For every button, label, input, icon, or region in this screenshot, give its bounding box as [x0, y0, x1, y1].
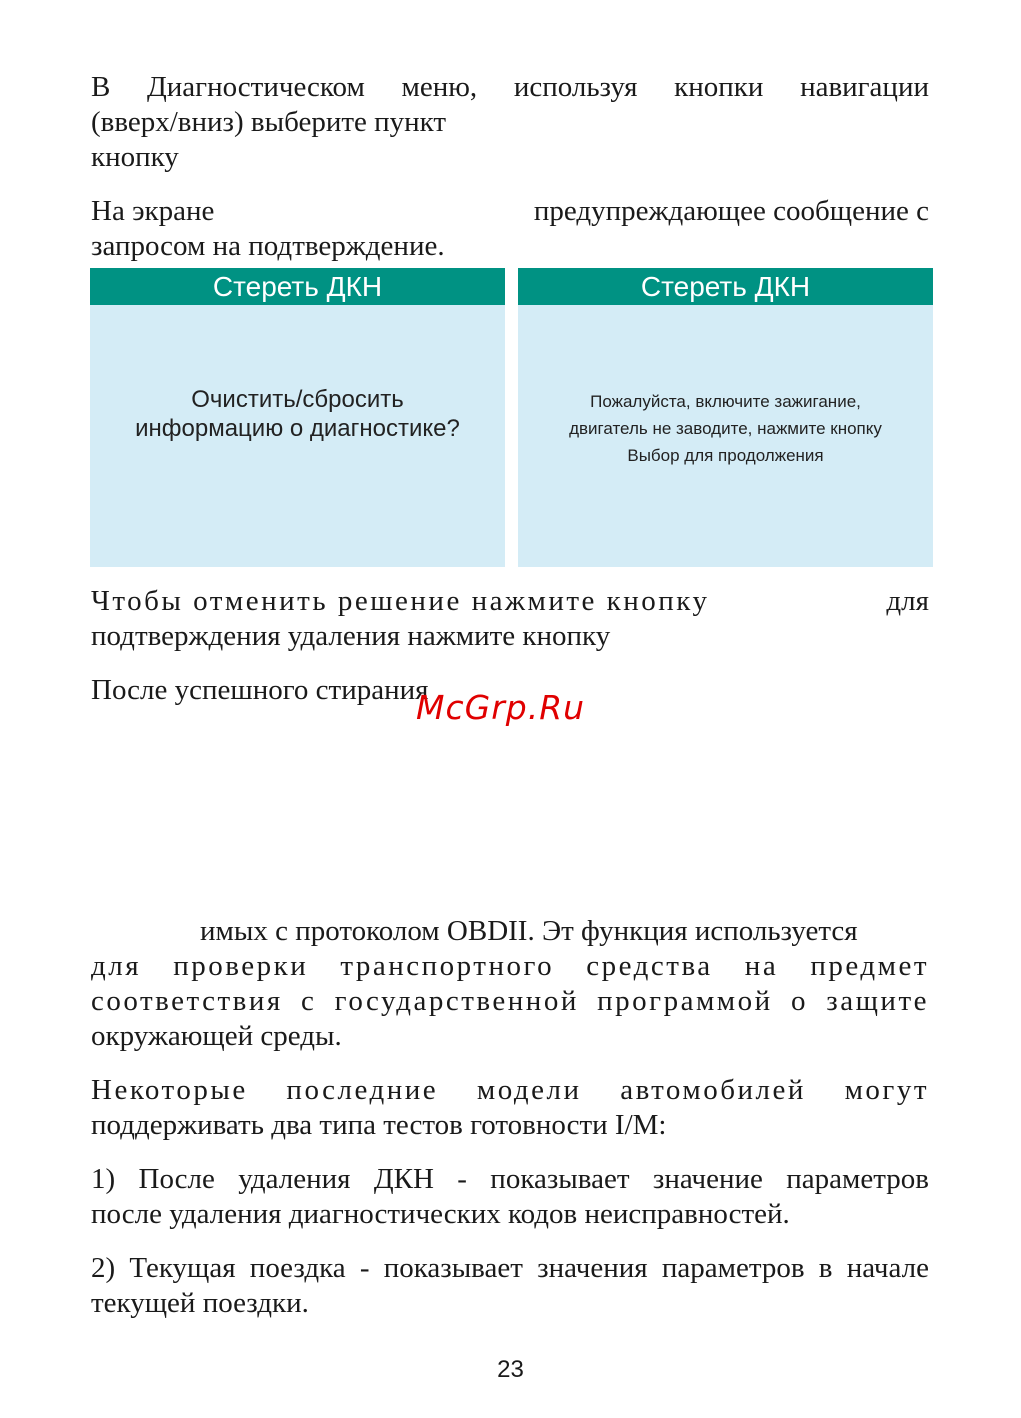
paragraph-cancel-confirm [91, 584, 929, 654]
text-fragment: предупреждающее сообщение с [533, 195, 929, 227]
text-line [91, 194, 929, 229]
text-line: (вверх/вниз) выберите пункт [91, 106, 447, 138]
text-line: 1) После удаления ДКН - показывает значение параметров [91, 1163, 929, 1195]
device-screen-clear-confirm [90, 268, 505, 567]
text-line: окружающей среды. [91, 1020, 342, 1052]
list-item-after-dtc-clear [91, 1162, 929, 1232]
text-line: поддерживать два типа тестов готовности I/M: [91, 1109, 667, 1141]
screen-message [518, 388, 933, 469]
text-line: 2) Текущая поездка - показывает значения параметров в начале [91, 1252, 929, 1284]
screen-title: Стереть ДКН [90, 268, 505, 305]
device-screen-ignition-prompt [518, 268, 933, 567]
text-line: подтверждения удаления нажмите кнопку [91, 620, 611, 652]
list-item-current-trip [91, 1251, 929, 1321]
text-line: после удаления диагностических кодов неисправностей. [91, 1198, 790, 1230]
paragraph-obdii-function [91, 914, 929, 1054]
paragraph-im-readiness [91, 1073, 929, 1143]
text-line [91, 584, 929, 619]
screen-title: Стереть ДКН [518, 268, 933, 305]
text-line: В Диагностическом меню, используя кнопки навигации [91, 71, 929, 103]
text-fragment: Чтобы отменить решение нажмите кнопку [91, 585, 710, 617]
text-line: После успешного стирания [91, 674, 429, 706]
text-line: Некоторые последние модели автомобилей могут [91, 1074, 929, 1106]
paragraph-screen-warning [91, 194, 929, 264]
watermark: McGrp.Ru [416, 688, 586, 727]
text-fragment: для [886, 585, 929, 617]
screen-message-line: Пожалуйста, включите зажигание, [590, 392, 861, 411]
text-line: имых с протоколом OBDII. Эт функция используется [200, 915, 858, 947]
text-line: для проверки транспортного средства на предмет [91, 950, 929, 982]
screen-message [90, 385, 505, 443]
text-line: соответствия с государственной программой о защите [91, 985, 929, 1017]
screen-message-line: двигатель не заводите, нажмите кнопку [569, 419, 882, 438]
text-line: кнопку [91, 141, 179, 173]
text-line: текущей поездки. [91, 1287, 309, 1319]
page-number: 23 [497, 1356, 524, 1383]
screen-message-line: информацию о диагностике? [135, 415, 460, 442]
paragraph-diagnostic-menu [91, 70, 929, 175]
text-line: запросом на подтверждение. [91, 230, 445, 262]
text-fragment: На экране [91, 195, 215, 227]
screen-message-line: Выбор для продолжения [627, 446, 824, 465]
screen-message-line: Очистить/сбросить [191, 386, 404, 413]
